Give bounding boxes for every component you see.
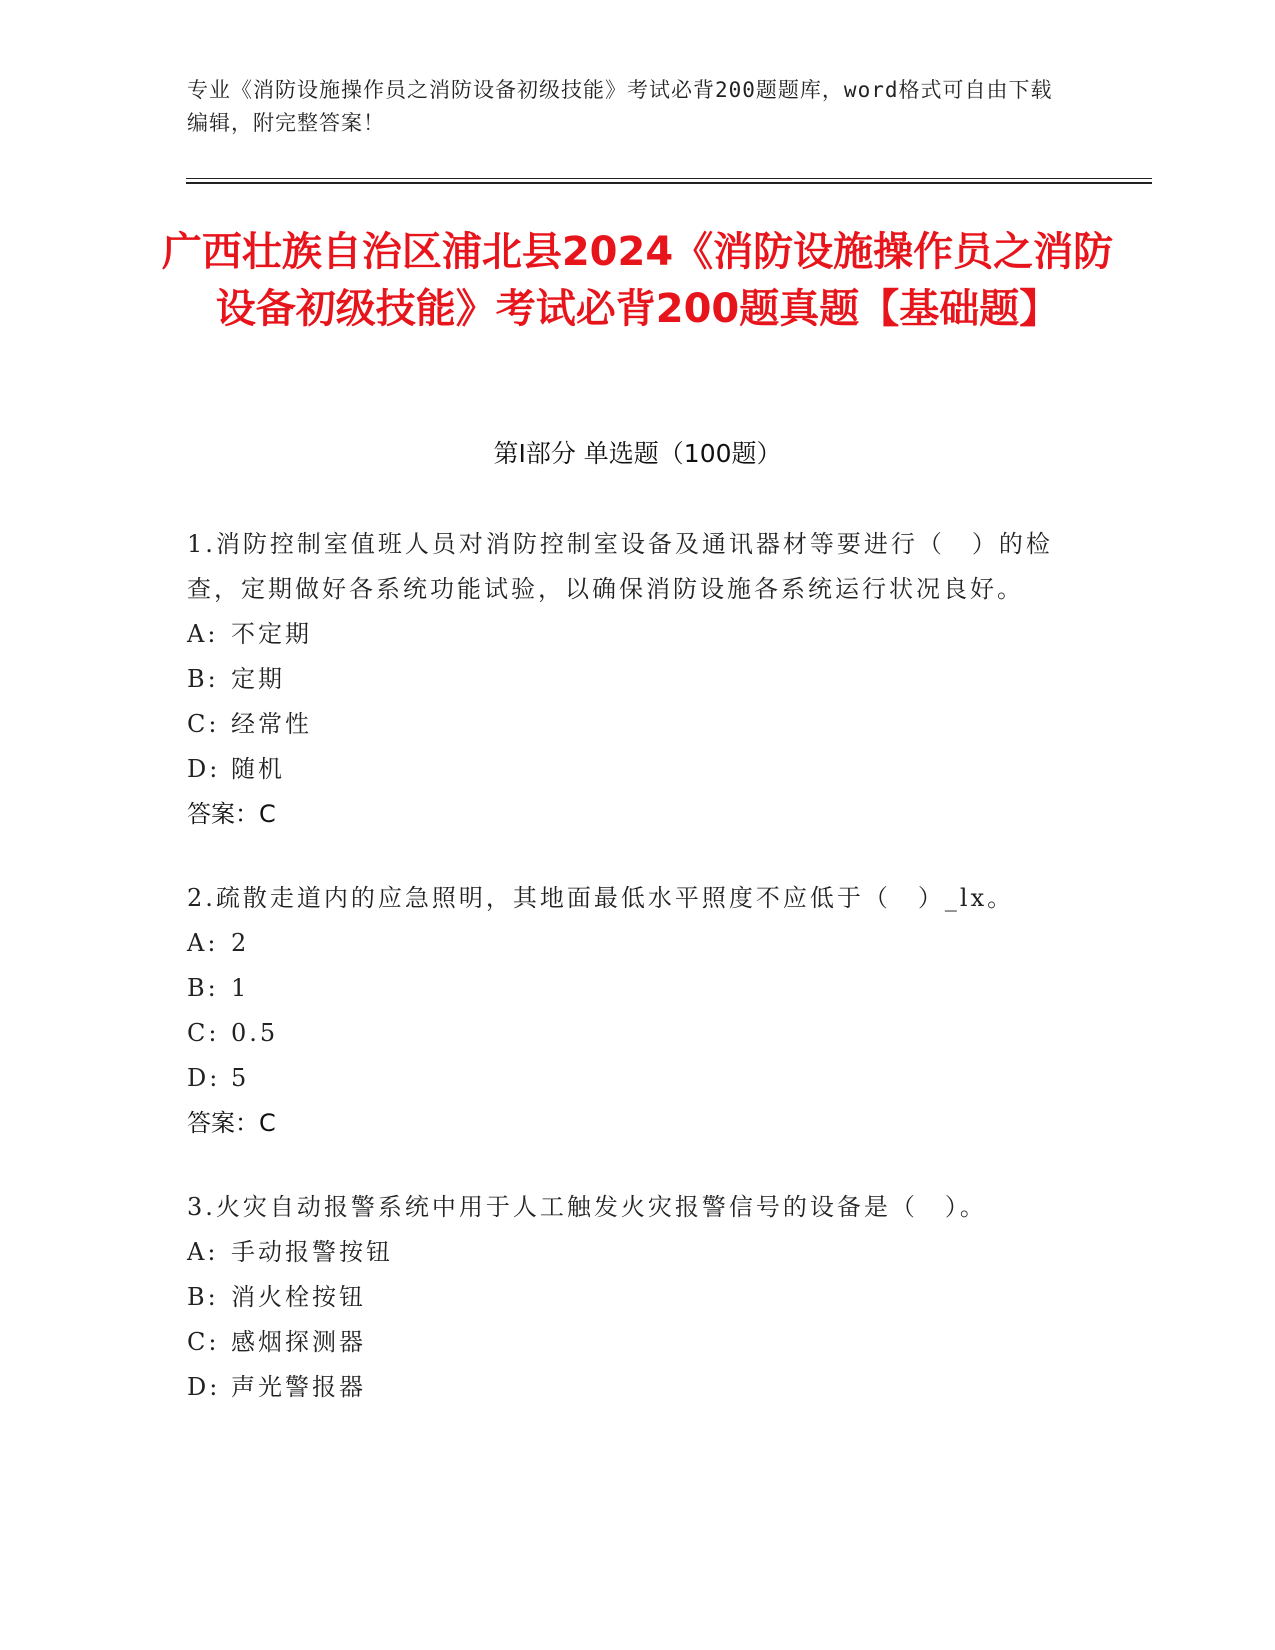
option-a [187,1230,1067,1275]
option-letter: D: [187,1064,221,1092]
option-letter: C: [187,1328,220,1356]
question-text: 3.火灾自动报警系统中用于人工触发火灾报警信号的设备是（ ）。 [187,1193,987,1221]
option-text: 1 [231,974,250,1002]
option-text: 0.5 [231,1019,279,1047]
option-c [187,702,1067,747]
option-text: 经常性 [231,710,312,738]
option-text: 手动报警按钮 [231,1238,393,1266]
header-divider-thin [186,178,1152,179]
option-letter: A: [187,620,219,648]
header-divider-thick [186,182,1152,184]
question-2 [187,876,1067,1146]
option-text: 消火栓按钮 [231,1283,366,1311]
option-b [187,657,1067,702]
option-b [187,1275,1067,1320]
answer: 答案：C [187,800,276,828]
option-letter: B: [187,665,219,693]
option-d [187,1056,1067,1101]
document-title: 广西壮族自治区浦北县2024《消防设施操作员之消防设备初级技能》考试必背200题真题【基础题】 [161,229,1114,332]
option-letter: C: [187,710,220,738]
option-letter: B: [187,974,219,1002]
option-letter: D: [187,1373,221,1401]
option-text: 随机 [231,755,285,783]
question-text: 1.消防控制室值班人员对消防控制室设备及通讯器材等要进行（ ）的检查，定期做好各系统功能试验，以确保消防设施各系统运行状况良好。 [187,530,1053,603]
question-1 [187,522,1067,837]
question-list [187,522,1067,1449]
option-b [187,966,1067,1011]
option-text: 5 [231,1064,250,1092]
option-letter: A: [187,1238,219,1266]
option-letter: D: [187,755,221,783]
option-text: 感烟探测器 [231,1328,366,1356]
option-letter: A: [187,929,219,957]
option-text: 声光警报器 [231,1373,366,1401]
option-text: 2 [231,929,250,957]
question-3 [187,1185,1067,1410]
header-note: 专业《消防设施操作员之消防设备初级技能》考试必背200题题库，word格式可自由下载编辑，附完整答案！ [187,78,1053,135]
option-c [187,1320,1067,1365]
option-letter: C: [187,1019,220,1047]
option-c [187,1011,1067,1056]
option-text: 定期 [231,665,285,693]
question-text: 2.疏散走道内的应急照明，其地面最低水平照度不应低于（ ）_lx。 [187,884,1015,912]
option-text: 不定期 [231,620,312,648]
option-d [187,747,1067,792]
option-a [187,612,1067,657]
option-letter: B: [187,1283,219,1311]
section-title: 第Ⅰ部分 单选题（100题） [493,439,782,468]
option-a [187,921,1067,966]
option-d [187,1365,1067,1410]
answer: 答案：C [187,1109,276,1137]
